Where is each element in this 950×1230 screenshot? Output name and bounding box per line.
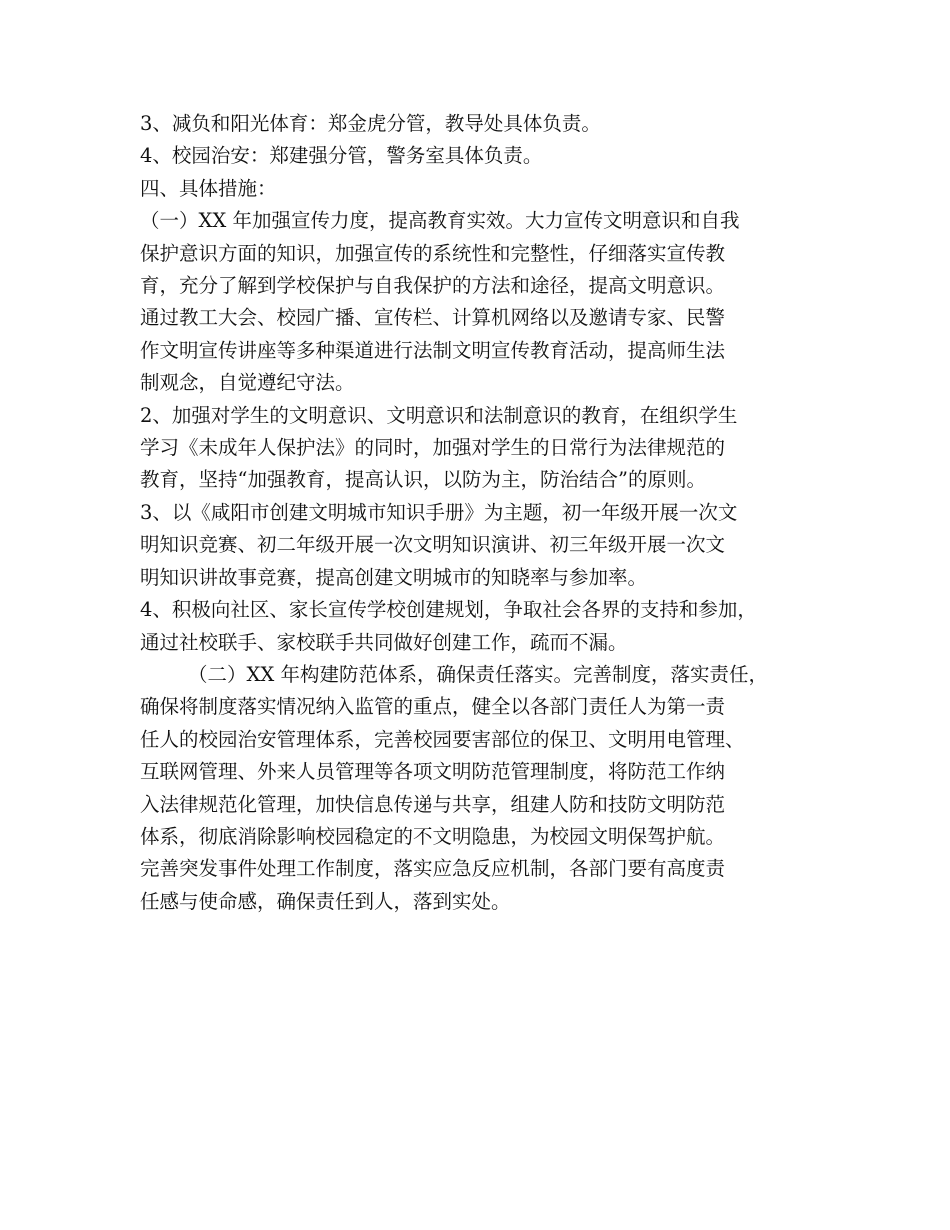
text-line: （一）XX 年加强宣传力度，提高教育实效。大力宣传文明意识和自我	[140, 209, 740, 233]
text-line: 学习《未成年人保护法》的同时，加强对学生的日常行为法律规范的	[140, 436, 726, 460]
text-line: （二）XX 年构建防范体系，确保责任落实。完善制度，落实责任，	[188, 662, 768, 686]
document-body	[140, 108, 820, 918]
text-line: 4、校园治安：郑建强分管，警务室具体负责。	[140, 144, 543, 168]
text-line: 教育，坚持“加强教育，提高认识，以防为主，防治结合”的原则。	[140, 468, 706, 492]
text-line: 通过社校联手、家校联手共同做好创建工作，疏而不漏。	[140, 630, 628, 654]
text-line: 保护意识方面的知识，加强宣传的系统性和完整性，仔细落实宣传教	[140, 241, 726, 265]
text-line: 育，充分了解到学校保护与自我保护的方法和途径，提高文明意识。	[140, 274, 726, 298]
section-heading: 四、具体措施：	[140, 176, 277, 200]
text-line: 完善突发事件处理工作制度，落实应急反应机制，各部门要有高度责	[140, 857, 726, 881]
text-line: 3、以《咸阳市创建文明城市知识手册》为主题，初一年级开展一次文	[140, 500, 738, 524]
text-line: 制观念，自觉遵纪守法。	[140, 371, 355, 395]
text-line: 作文明宣传讲座等多种渠道进行法制文明宣传教育活动，提高师生法	[140, 338, 726, 362]
text-line: 确保将制度落实情况纳入监管的重点，健全以各部门责任人为第一责	[140, 695, 726, 719]
text-line: 明知识竞赛、初二年级开展一次文明知识演讲、初三年级开展一次文	[140, 533, 726, 557]
text-line: 任感与使命感，确保责任到人，落到实处。	[140, 889, 511, 913]
text-line: 3、减负和阳光体育：郑金虎分管，教导处具体负责。	[140, 112, 601, 135]
text-line: 任人的校园治安管理体系，完善校园要害部位的保卫、文明用电管理、	[140, 727, 745, 751]
text-line: 通过教工大会、校园广播、宣传栏、计算机网络以及邀请专家、民警	[140, 306, 726, 330]
text-line: 入法律规范化管理，加快信息传递与共享，组建人防和技防文明防范	[140, 792, 726, 816]
text-line: 明知识讲故事竞赛，提高创建文明城市的知晓率与参加率。	[140, 565, 648, 589]
text-line: 4、积极向社区、家长宣传学校创建规划，争取社会各界的支持和参加，	[140, 598, 757, 622]
text-line: 互联网管理、外来人员管理等各项文明防范管理制度，将防范工作纳	[140, 760, 726, 784]
text-line: 体系，彻底消除影响校园稳定的不文明隐患，为校园文明保驾护航。	[140, 824, 726, 848]
text-line: 2、加强对学生的文明意识、文明意识和法制意识的教育，在组织学生	[140, 403, 738, 427]
